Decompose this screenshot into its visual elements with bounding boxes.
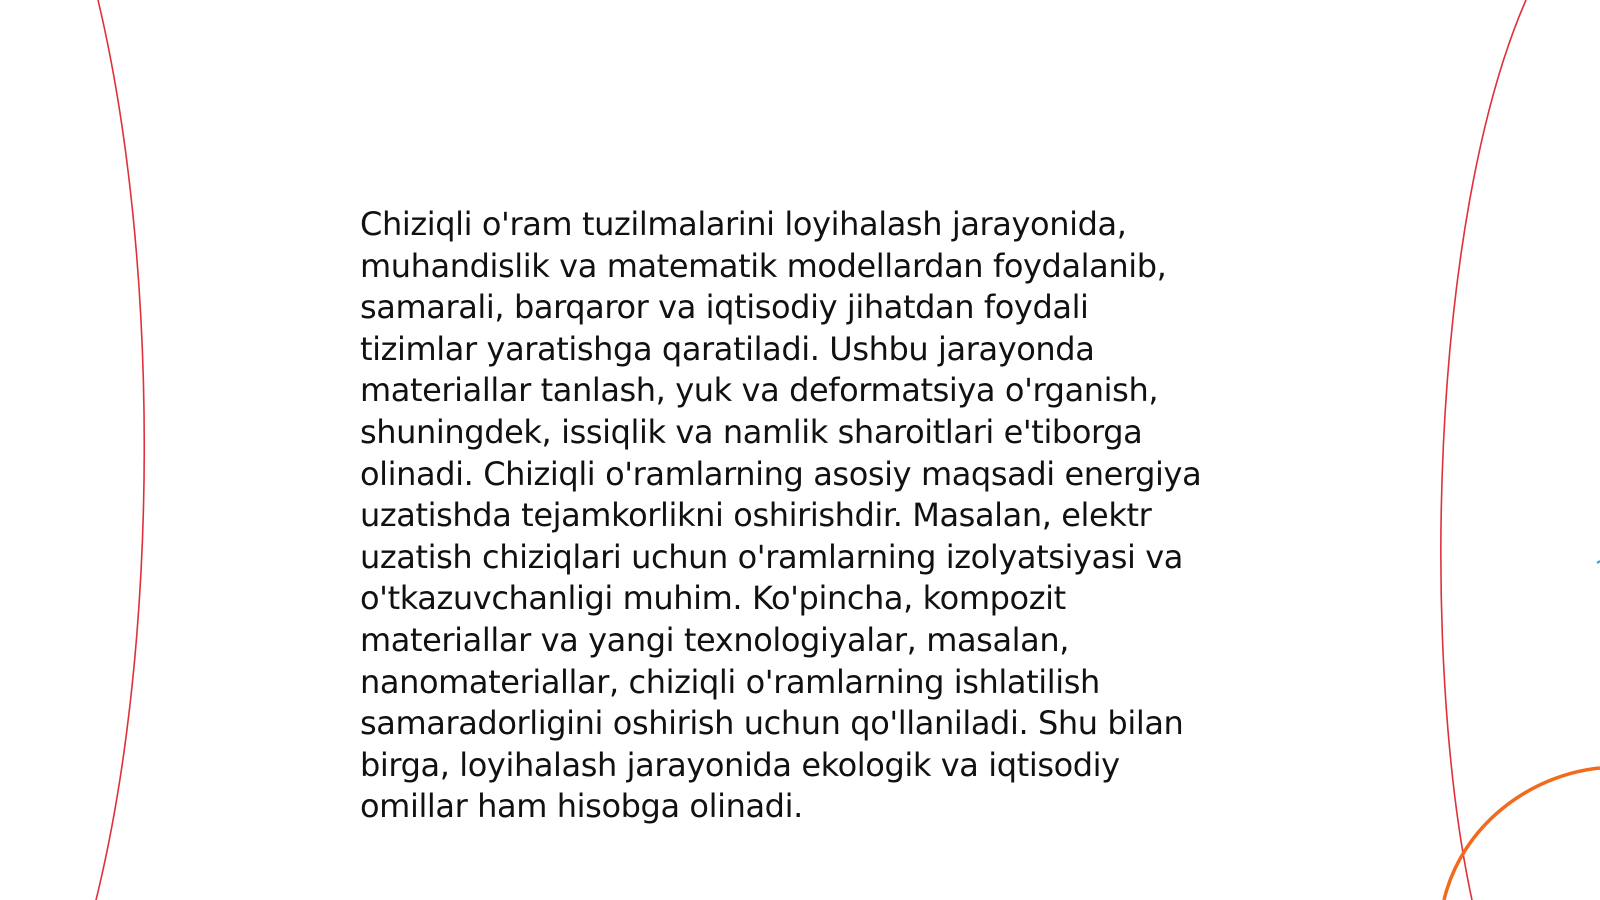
text-line: shuningdek, issiqlik va namlik sharoitlari e'tiborga	[360, 412, 1143, 451]
text-line: nanomateriallar, chiziqli o'ramlarning ishlatilish	[360, 662, 1100, 701]
text-line: Chiziqli o'ram tuzilmalarini loyihalash jarayonida,	[360, 205, 1127, 243]
text-line: materiallar tanlash, yuk va deformatsiya o'rganish,	[360, 371, 1159, 410]
body-text	[360, 204, 1260, 828]
right-red-arc	[1441, 0, 1526, 900]
text-line: birga, loyihalash jarayonida ekologik va iqtisodiy	[360, 745, 1120, 784]
text-line: samaradorligini oshirish uchun qo'llaniladi. Shu bilan	[360, 704, 1184, 743]
text-line: uzatish chiziqlari uchun o'ramlarning izolyatsiyasi va	[360, 537, 1184, 576]
text-line: olinadi. Chiziqli o'ramlarning asosiy maqsadi energiya	[360, 454, 1202, 493]
text-line: tizimlar yaratishga qaratiladi. Ushbu jarayonda	[360, 329, 1095, 368]
text-line: o'tkazuvchanligi muhim. Ko'pincha, kompozit	[360, 579, 1066, 618]
text-line: materiallar va yangi texnologiyalar, masalan,	[360, 620, 1070, 659]
text-line: uzatishda tejamkorlikni oshirishdir. Masalan, elektr	[360, 496, 1152, 535]
text-line: omillar ham hisobga olinadi.	[360, 787, 803, 826]
text-line: muhandislik va matematik modellardan foydalanib,	[360, 246, 1167, 285]
left-red-arc	[96, 0, 144, 900]
text-line: samarali, barqaror va iqtisodiy jihatdan foydali	[360, 288, 1089, 327]
